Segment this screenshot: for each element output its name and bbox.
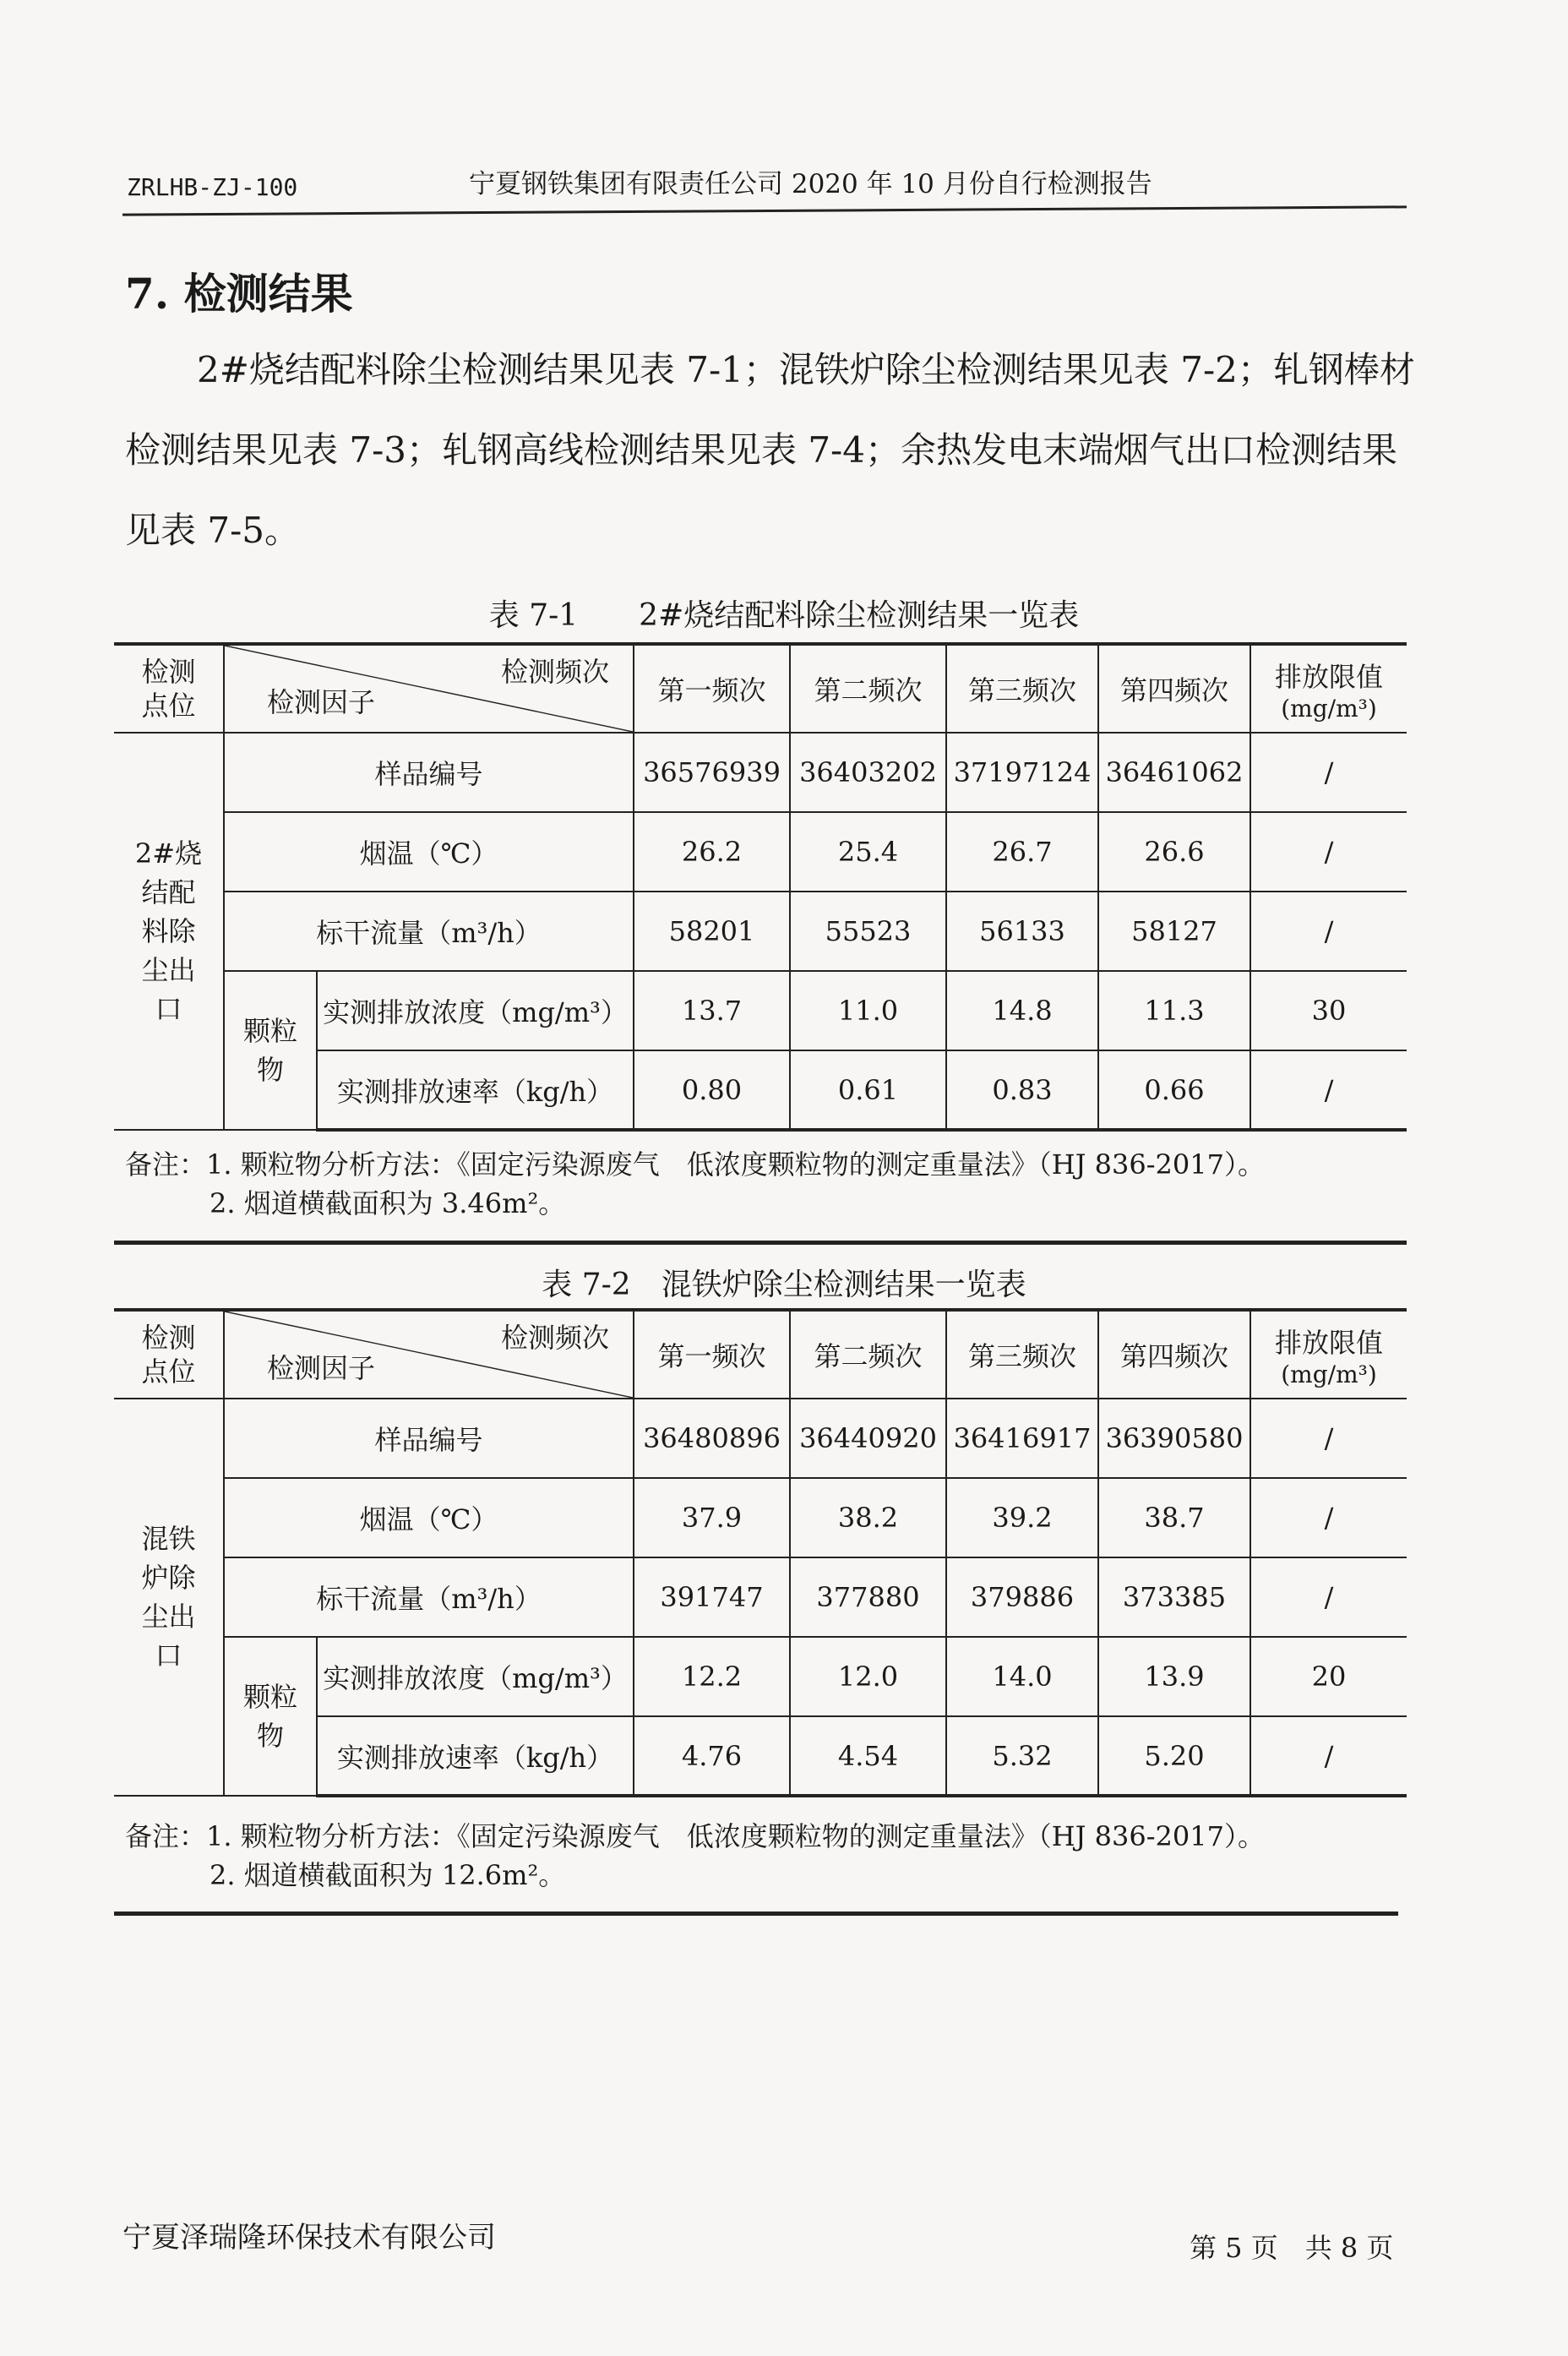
value-cell: 14.0 (946, 1637, 1098, 1716)
table-note: 备注：1. 颗粒物分析方法：《固定污染源废气 低浓度颗粒物的测定重量法》（HJ 836-2017）。 (125, 1820, 1265, 1852)
table-row (114, 892, 1407, 971)
value-cell: 379886 (946, 1557, 1098, 1637)
point-header: 检测点位 (114, 1310, 224, 1399)
value-cell: 0.80 (634, 1050, 790, 1130)
value-cell: 13.9 (1098, 1637, 1250, 1716)
factor-label: 烟温（℃） (224, 812, 634, 892)
table-row (114, 812, 1407, 892)
table-row (114, 1557, 1407, 1637)
value-cell: 58127 (1098, 892, 1250, 971)
table-row (114, 1637, 1407, 1716)
value-cell: 39.2 (946, 1478, 1098, 1557)
value-cell: 11.3 (1098, 971, 1250, 1050)
value-cell: 12.2 (634, 1637, 790, 1716)
column-header: 第三频次 (946, 644, 1098, 733)
column-header: 第二频次 (790, 1310, 946, 1399)
point-header: 检测点位 (114, 644, 224, 733)
value-cell: 377880 (790, 1557, 946, 1637)
value-cell: 14.8 (946, 971, 1098, 1050)
column-header: 第二频次 (790, 644, 946, 733)
value-cell: 391747 (634, 1557, 790, 1637)
factor-label: 标干流量（m³/h） (224, 1557, 634, 1637)
limit-cell: / (1250, 1399, 1407, 1478)
limit-cell: / (1250, 1478, 1407, 1557)
factor-label: 实测排放浓度（mg/m³） (317, 971, 634, 1050)
freq-header: 检测频次 (500, 656, 609, 688)
value-cell: 5.20 (1098, 1716, 1250, 1796)
column-header: 第一频次 (634, 1310, 790, 1399)
group-label: 颗粒物 (224, 971, 317, 1130)
limit-cell: / (1250, 733, 1407, 812)
table-row (114, 971, 1407, 1050)
value-cell: 58201 (634, 892, 790, 971)
value-cell: 36576939 (634, 733, 790, 812)
value-cell: 0.66 (1098, 1050, 1250, 1130)
value-cell: 36390580 (1098, 1399, 1250, 1478)
value-cell: 25.4 (790, 812, 946, 892)
limit-header (1250, 1310, 1407, 1399)
report-title: 宁夏钢铁集团有限责任公司 2020 年 10 月份自行检测报告 (469, 169, 1152, 199)
value-cell: 38.2 (790, 1478, 946, 1557)
limit-unit: (mg/m³) (1281, 694, 1377, 723)
factor-label: 标干流量（m³/h） (224, 892, 634, 971)
point-cell: 混铁炉除尘出口 (114, 1399, 224, 1796)
factor-label: 实测排放速率（kg/h） (317, 1050, 634, 1130)
value-cell: 13.7 (634, 971, 790, 1050)
divider (114, 1241, 1407, 1245)
section-title: 7. 检测结果 (125, 269, 353, 319)
doc-code: ZRLHB-ZJ-100 (127, 173, 298, 201)
table-row (114, 1478, 1407, 1557)
value-cell: 55523 (790, 892, 946, 971)
value-cell: 11.0 (790, 971, 946, 1050)
column-header: 第三频次 (946, 1310, 1098, 1399)
value-cell: 37.9 (634, 1478, 790, 1557)
value-cell: 26.7 (946, 812, 1098, 892)
table-note: 备注：1. 颗粒物分析方法：《固定污染源废气 低浓度颗粒物的测定重量法》（HJ 836-2017）。 (125, 1148, 1265, 1181)
table-caption: 表 7-1 2#烧结配料除尘检测结果一览表 (488, 598, 1080, 633)
limit-unit: (mg/m³) (1281, 1360, 1377, 1388)
freq-header: 检测频次 (500, 1322, 609, 1354)
value-cell: 4.76 (634, 1716, 790, 1796)
divider (114, 1912, 1398, 1916)
factor-label: 烟温（℃） (224, 1478, 634, 1557)
value-cell: 37197124 (946, 733, 1098, 812)
value-cell: 36416917 (946, 1399, 1098, 1478)
header-divider (122, 205, 1407, 215)
limit-cell: 30 (1250, 971, 1407, 1050)
limit-label: 排放限值 (1274, 1326, 1383, 1359)
limit-cell: / (1250, 892, 1407, 971)
column-header: 第一频次 (634, 644, 790, 733)
value-cell: 12.0 (790, 1637, 946, 1716)
value-cell: 26.6 (1098, 812, 1250, 892)
page-number: 第 5 页 共 8 页 (1190, 2232, 1394, 2264)
limit-header (1250, 644, 1407, 733)
value-cell: 373385 (1098, 1557, 1250, 1637)
value-cell: 36440920 (790, 1399, 946, 1478)
value-cell: 36403202 (790, 733, 946, 812)
table-caption: 表 7-2 混铁炉除尘检测结果一览表 (542, 1268, 1026, 1302)
diagonal-header (224, 1310, 634, 1399)
results-table (114, 1308, 1407, 1797)
limit-cell: / (1250, 1716, 1407, 1796)
value-cell: 0.83 (946, 1050, 1098, 1130)
limit-cell: / (1250, 1050, 1407, 1130)
value-cell: 5.32 (946, 1716, 1098, 1796)
limit-cell: 20 (1250, 1637, 1407, 1716)
table-row (114, 1399, 1407, 1478)
column-header: 第四频次 (1098, 1310, 1250, 1399)
factor-header: 检测因子 (267, 1352, 376, 1384)
factor-label: 样品编号 (224, 733, 634, 812)
results-table (114, 642, 1407, 1132)
column-header: 第四频次 (1098, 644, 1250, 733)
limit-cell: / (1250, 812, 1407, 892)
factor-label: 实测排放浓度（mg/m³） (317, 1637, 634, 1716)
point-cell: 2#烧结配料除尘出口 (114, 733, 224, 1130)
value-cell: 36461062 (1098, 733, 1250, 812)
value-cell: 4.54 (790, 1716, 946, 1796)
factor-header: 检测因子 (267, 686, 376, 718)
value-cell: 36480896 (634, 1399, 790, 1478)
limit-cell: / (1250, 1557, 1407, 1637)
diagonal-header (224, 644, 634, 733)
value-cell: 0.61 (790, 1050, 946, 1130)
table-note: 2. 烟道横截面积为 3.46m²。 (210, 1187, 566, 1219)
factor-label: 实测排放速率（kg/h） (317, 1716, 634, 1796)
table-note: 2. 烟道横截面积为 12.6m²。 (210, 1859, 566, 1891)
limit-label: 排放限值 (1274, 660, 1383, 693)
table-row (114, 733, 1407, 812)
group-label: 颗粒物 (224, 1637, 317, 1796)
factor-label: 样品编号 (224, 1399, 634, 1478)
footer-company: 宁夏泽瑞隆环保技术有限公司 (122, 2221, 496, 2255)
value-cell: 26.2 (634, 812, 790, 892)
value-cell: 38.7 (1098, 1478, 1250, 1557)
section-paragraph: 2#烧结配料除尘检测结果见表 7-1；混铁炉除尘检测结果见表 7-2；轧钢棒材检测结果见表 7-3；轧钢高线检测结果见表 7-4；余热发电末端烟气出口检测结果见表 7-5。 (125, 349, 1415, 551)
value-cell: 56133 (946, 892, 1098, 971)
